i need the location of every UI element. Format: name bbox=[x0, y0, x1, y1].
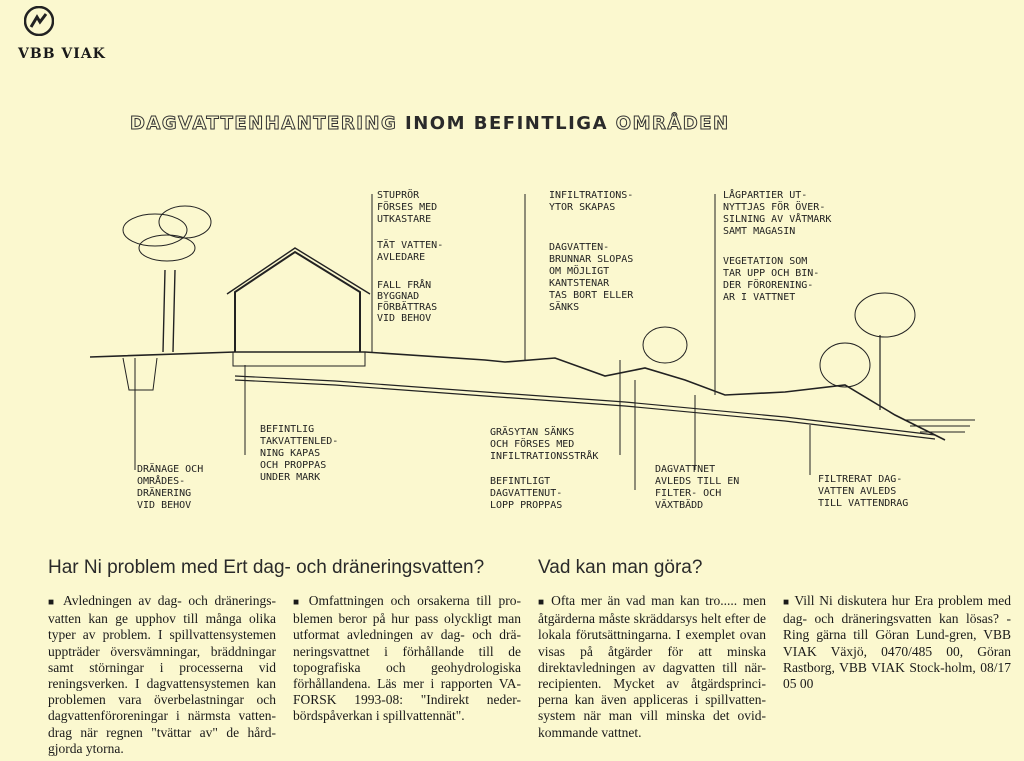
pipe-line-lower bbox=[235, 380, 935, 439]
stormwater-diagram bbox=[85, 180, 985, 520]
label-utlopp: BEFINTLIGT DAGVATTENUT-LOPP PROPPAS bbox=[490, 476, 563, 511]
body-column-1: ■ Avledningen av dag- och dränerings-vatten kan ge upphov till många olika typer av problem. I spillvattensystemen uppträder översvämningar, bräddningar samt störningar i processerna vid reningsverken. I dagvattensystemen kan problemen vara överbelastningar och dagvattenföroreningar i närmsta vatten-drag när regnen "tvättar av" de hård-gjorda ytorna. bbox=[48, 593, 276, 757]
label-avleds: DAGVATTNET AVLEDS TILL EN FILTER- OCH VÄXTBÄDD bbox=[655, 464, 740, 511]
label-brunnar: DAGVATTEN-BRUNNAR SLOPAS OM MÖJLIGT KANTSTENAR TAS BORT ELLER SÄNKS bbox=[549, 242, 634, 313]
house-icon bbox=[227, 248, 370, 366]
label-filtrerat: FILTRERAT DAG-VATTEN AVLEDS TILL VATTENDRAG bbox=[818, 474, 909, 509]
label-vegetation: VEGETATION SOM TAR UPP OCH BIN-DER FÖRORENING-AR I VATTNET bbox=[723, 256, 820, 303]
diagram-headline bbox=[130, 113, 930, 143]
tree-icon bbox=[123, 206, 211, 352]
label-tat: TÄT VATTEN-AVLEDARE bbox=[377, 240, 444, 263]
label-lagpartier: LÅGPARTIER UT-NYTTJAS FÖR ÖVER-SILNING AV VÅTMARK SAMT MAGASIN bbox=[723, 190, 832, 237]
section1-heading: Har Ni problem med Ert dag- och dräneringsvatten? bbox=[48, 557, 485, 578]
body-column-4: ■ Vill Ni diskutera hur Era problem med dag- och dräneringsvatten kan lösas? - Ring gärna till Göran Lund-gren, VBB VIAK Växjö, 0470/485 00, Göran Rastborg, VBB VIAK Stock-holm, 08/17 05 00 bbox=[783, 593, 1011, 692]
body-column-3: ■ Ofta mer än vad man kan tro..... men åtgärderna måste skräddarsys helt efter de lokala förutsättningarna. I exemplet ovan visas på åtgärder för att minska direktavledningen av dagvatten till när-recipienten. Mycket av åtgärdsprinci-perna kan även appliceras i spillvatten-system när man vill minska det ovid-kommande vattnet. bbox=[538, 593, 766, 741]
leader-lines bbox=[135, 194, 810, 490]
body-column-2: ■ Omfattningen och orsakerna till pro-blemen beror på hur pass olyckligt man utformat avledningen av dag- och drä-neringsvattnet i förhållande till de topografiska och geohydrologiska förhållandena. Läs mer i rapporten VA-FORSK 1993-08: "Indirekt neder-bördspåverkan i spillvattennät". bbox=[293, 593, 521, 725]
label-dranage: DRÄNAGE OCH OMRÅDES-DRÄNERING VID BEHOV bbox=[137, 464, 204, 511]
section2-heading: Vad kan man göra? bbox=[538, 557, 703, 578]
label-fall: FALL FRÅN BYGGNAD FÖRBÄTTRAS VID BEHOV bbox=[377, 280, 438, 324]
headline-part3: OMRÅDEN bbox=[615, 113, 730, 134]
headline-part2: INOM BEFINTLIGA bbox=[405, 113, 608, 134]
brand-name: VBB VIAK bbox=[18, 46, 106, 62]
label-infiltration: INFILTRATIONS-YTOR SKAPAS bbox=[549, 190, 634, 213]
label-takvatten: BEFINTLIG TAKVATTENLED-NING KAPAS OCH PROPPAS UNDER MARK bbox=[260, 424, 339, 483]
vbb-viak-emblem-icon bbox=[24, 6, 54, 36]
brand-logo bbox=[12, 6, 132, 61]
drain-pit bbox=[123, 358, 157, 390]
headline-part1: DAGVATTENHANTERING bbox=[130, 113, 398, 134]
label-grasytan: GRÄSYTAN SÄNKS OCH FÖRSES MED INFILTRATIONSSTRÅK bbox=[490, 427, 599, 462]
water-body bbox=[905, 420, 975, 432]
label-stupror: STUPRÖR FÖRSES MED UTKASTARE bbox=[377, 190, 438, 225]
